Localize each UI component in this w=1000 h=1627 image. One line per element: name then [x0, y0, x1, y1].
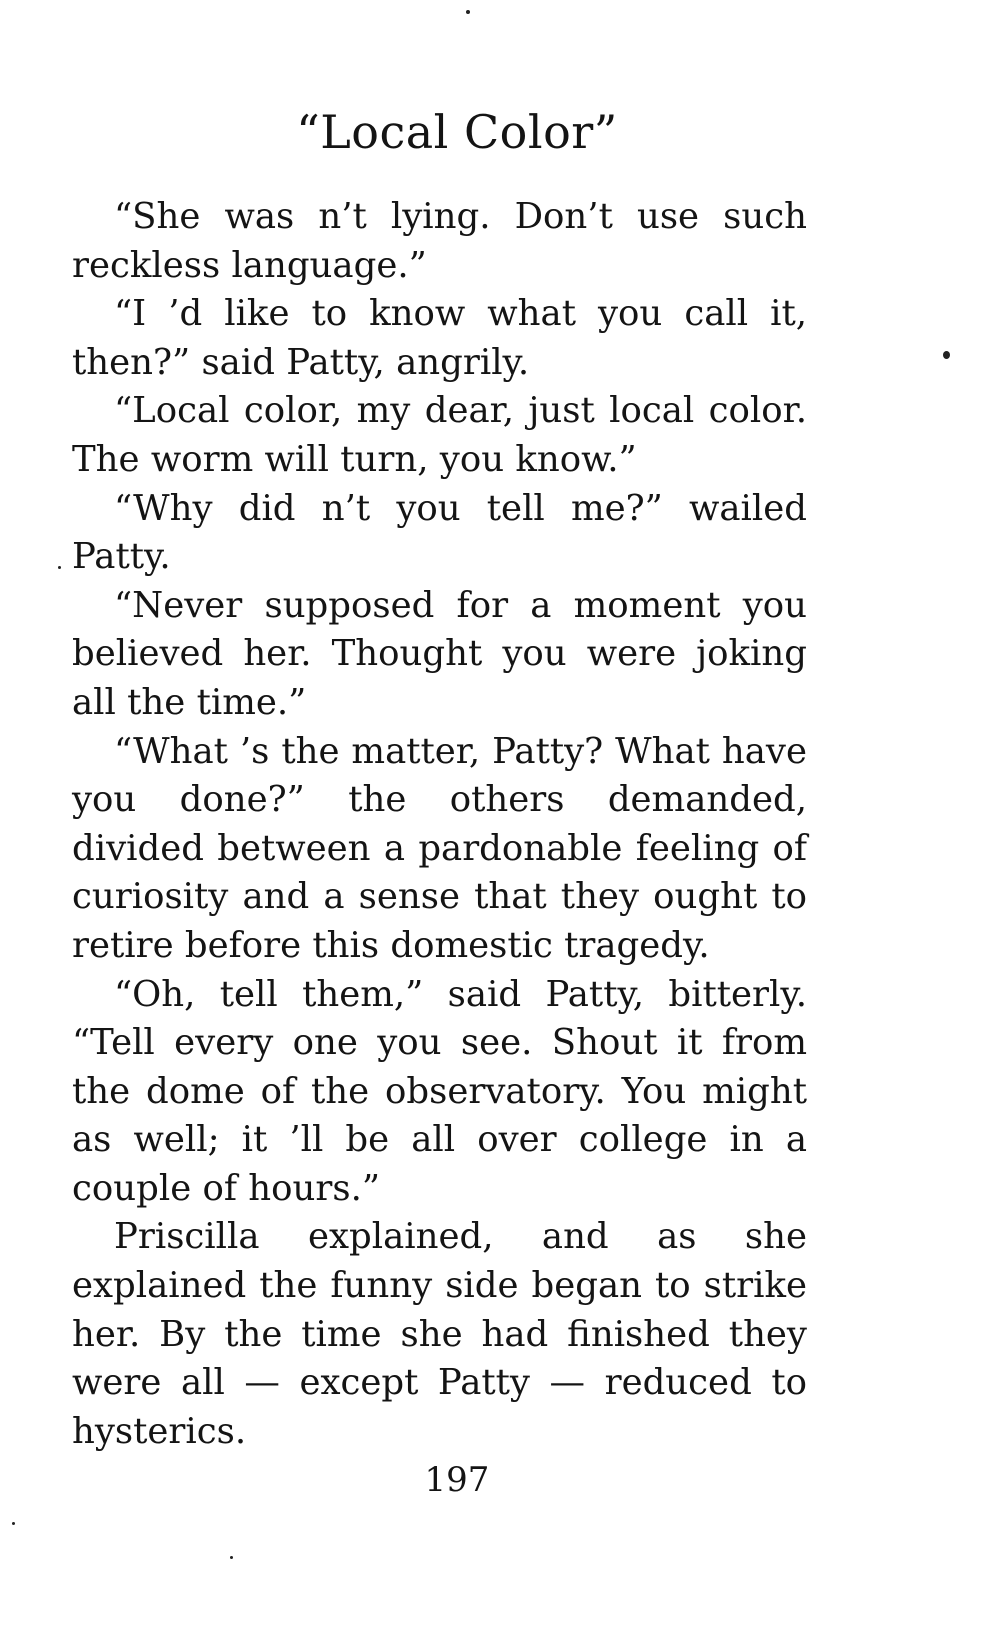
paragraph: Priscilla explained, and as she explained the funny side began to strike her. By the time she had finished they were all — except Patty — reduced to hysterics. — [72, 1216, 807, 1452]
paragraph: “Never supposed for a moment you believed her. Thought you were joking all the time.” — [72, 584, 807, 723]
scan-speck — [230, 1556, 233, 1559]
paragraph: “Why did n’t you tell me?” wailed Patty. — [72, 487, 807, 578]
scan-speck — [466, 10, 470, 14]
paragraph: “I ’d like to know what you call it, then?” said Patty, angrily. — [72, 293, 807, 383]
body-text — [72, 193, 807, 1456]
page-number: 197 — [424, 1460, 490, 1500]
scan-speck — [12, 1522, 15, 1525]
running-head: “Local Color” — [296, 105, 618, 159]
paragraph: “Local color, my dear, just local color. The worm will turn, you know.” — [72, 390, 807, 480]
scan-speck — [58, 566, 61, 569]
paragraph: “What ’s the matter, Patty? What have you done?” the others demanded, divided between a pardonable feeling of curiosity and a sense that they ought to retire before this domestic tragedy. — [72, 730, 807, 966]
scan-speck — [943, 351, 950, 359]
paragraph: “She was n’t lying. Don’t use such reckless language.” — [72, 196, 807, 286]
paragraph: “Oh, tell them,” said Patty, bitterly. “Tell every one you see. Shout it from the dome of the observatory. You might as well; it ’ll be all over college in a couple of hours.” — [72, 973, 807, 1209]
